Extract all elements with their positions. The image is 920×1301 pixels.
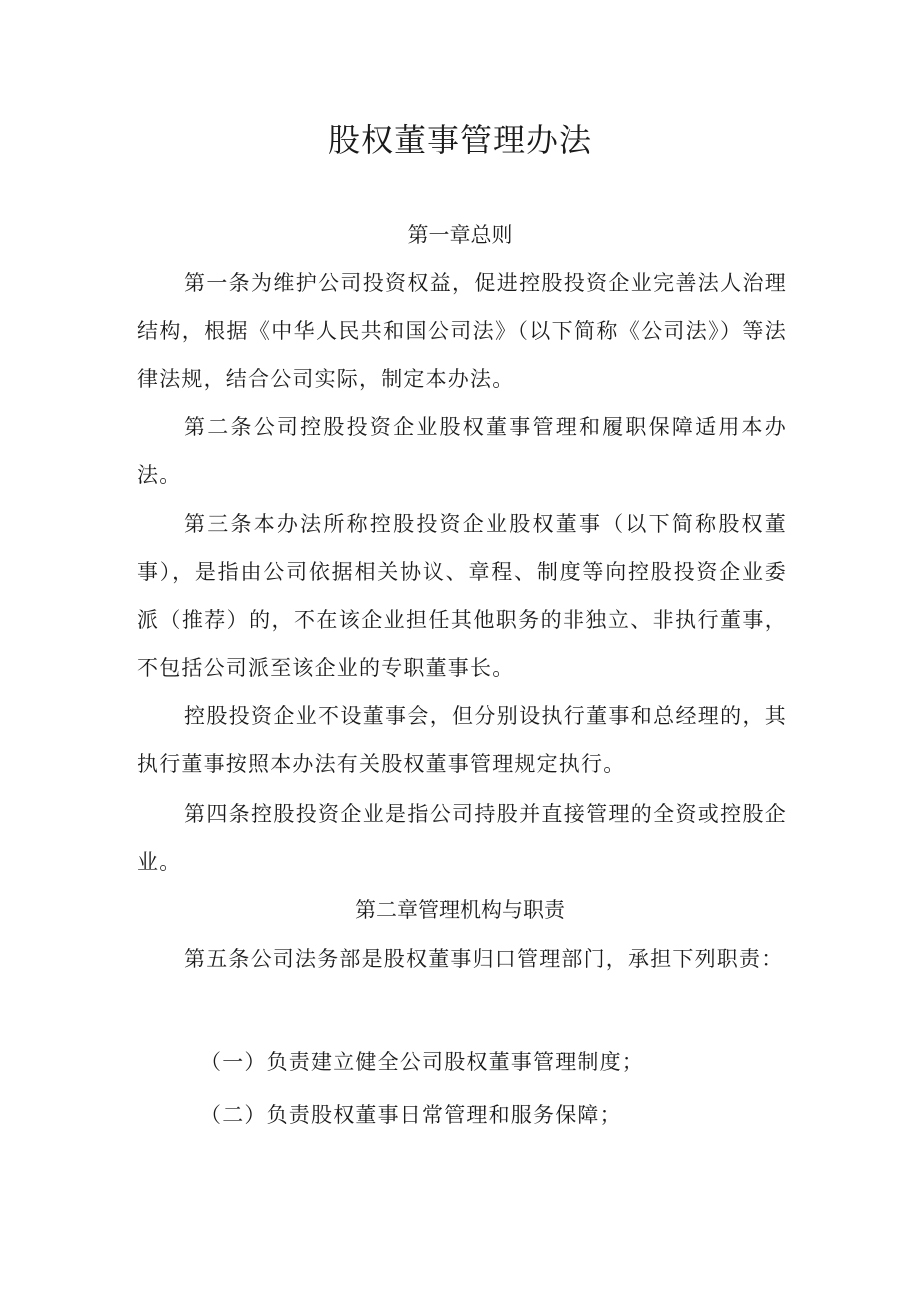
article-4: 第四条控股投资企业是指公司持股并直接管理的全资或控股企业。	[137, 802, 787, 874]
article-3-supplement: 控股投资企业不设董事会，但分别设执行董事和总经理的，其执行董事按照本办法有关股权董事管理规定执行。	[137, 704, 787, 776]
chapter-2-heading: 第二章管理机构与职责	[355, 898, 565, 922]
document-title: 股权董事管理办法	[327, 121, 592, 159]
article-3: 第三条本办法所称控股投资企业股权董事（以下简称股权董事），是指由公司依据相关协议、章程、制度等向控股投资企业委派（推荐）的，不在该企业担任其他职务的非独立、非执行董事，不包括公司派至该企业的专职董事长。	[137, 512, 787, 680]
article-5: 第五条公司法务部是股权董事归口管理部门，承担下列职责：	[184, 947, 784, 971]
article-1: 第一条为维护公司投资权益，促进控股投资企业完善法人治理结构，根据《中华人民共和国公司法》（以下简称《公司法》）等法律法规，结合公司实际，制定本办法。	[137, 271, 787, 391]
article-2: 第二条公司控股投资企业股权董事管理和履职保障适用本办法。	[137, 415, 787, 487]
list-item: （二）负责股权董事日常管理和服务保障；	[200, 1103, 622, 1127]
chapter-1-heading: 第一章总则	[407, 223, 513, 247]
list-item: （一）负责建立健全公司股权董事管理制度；	[200, 1050, 644, 1074]
